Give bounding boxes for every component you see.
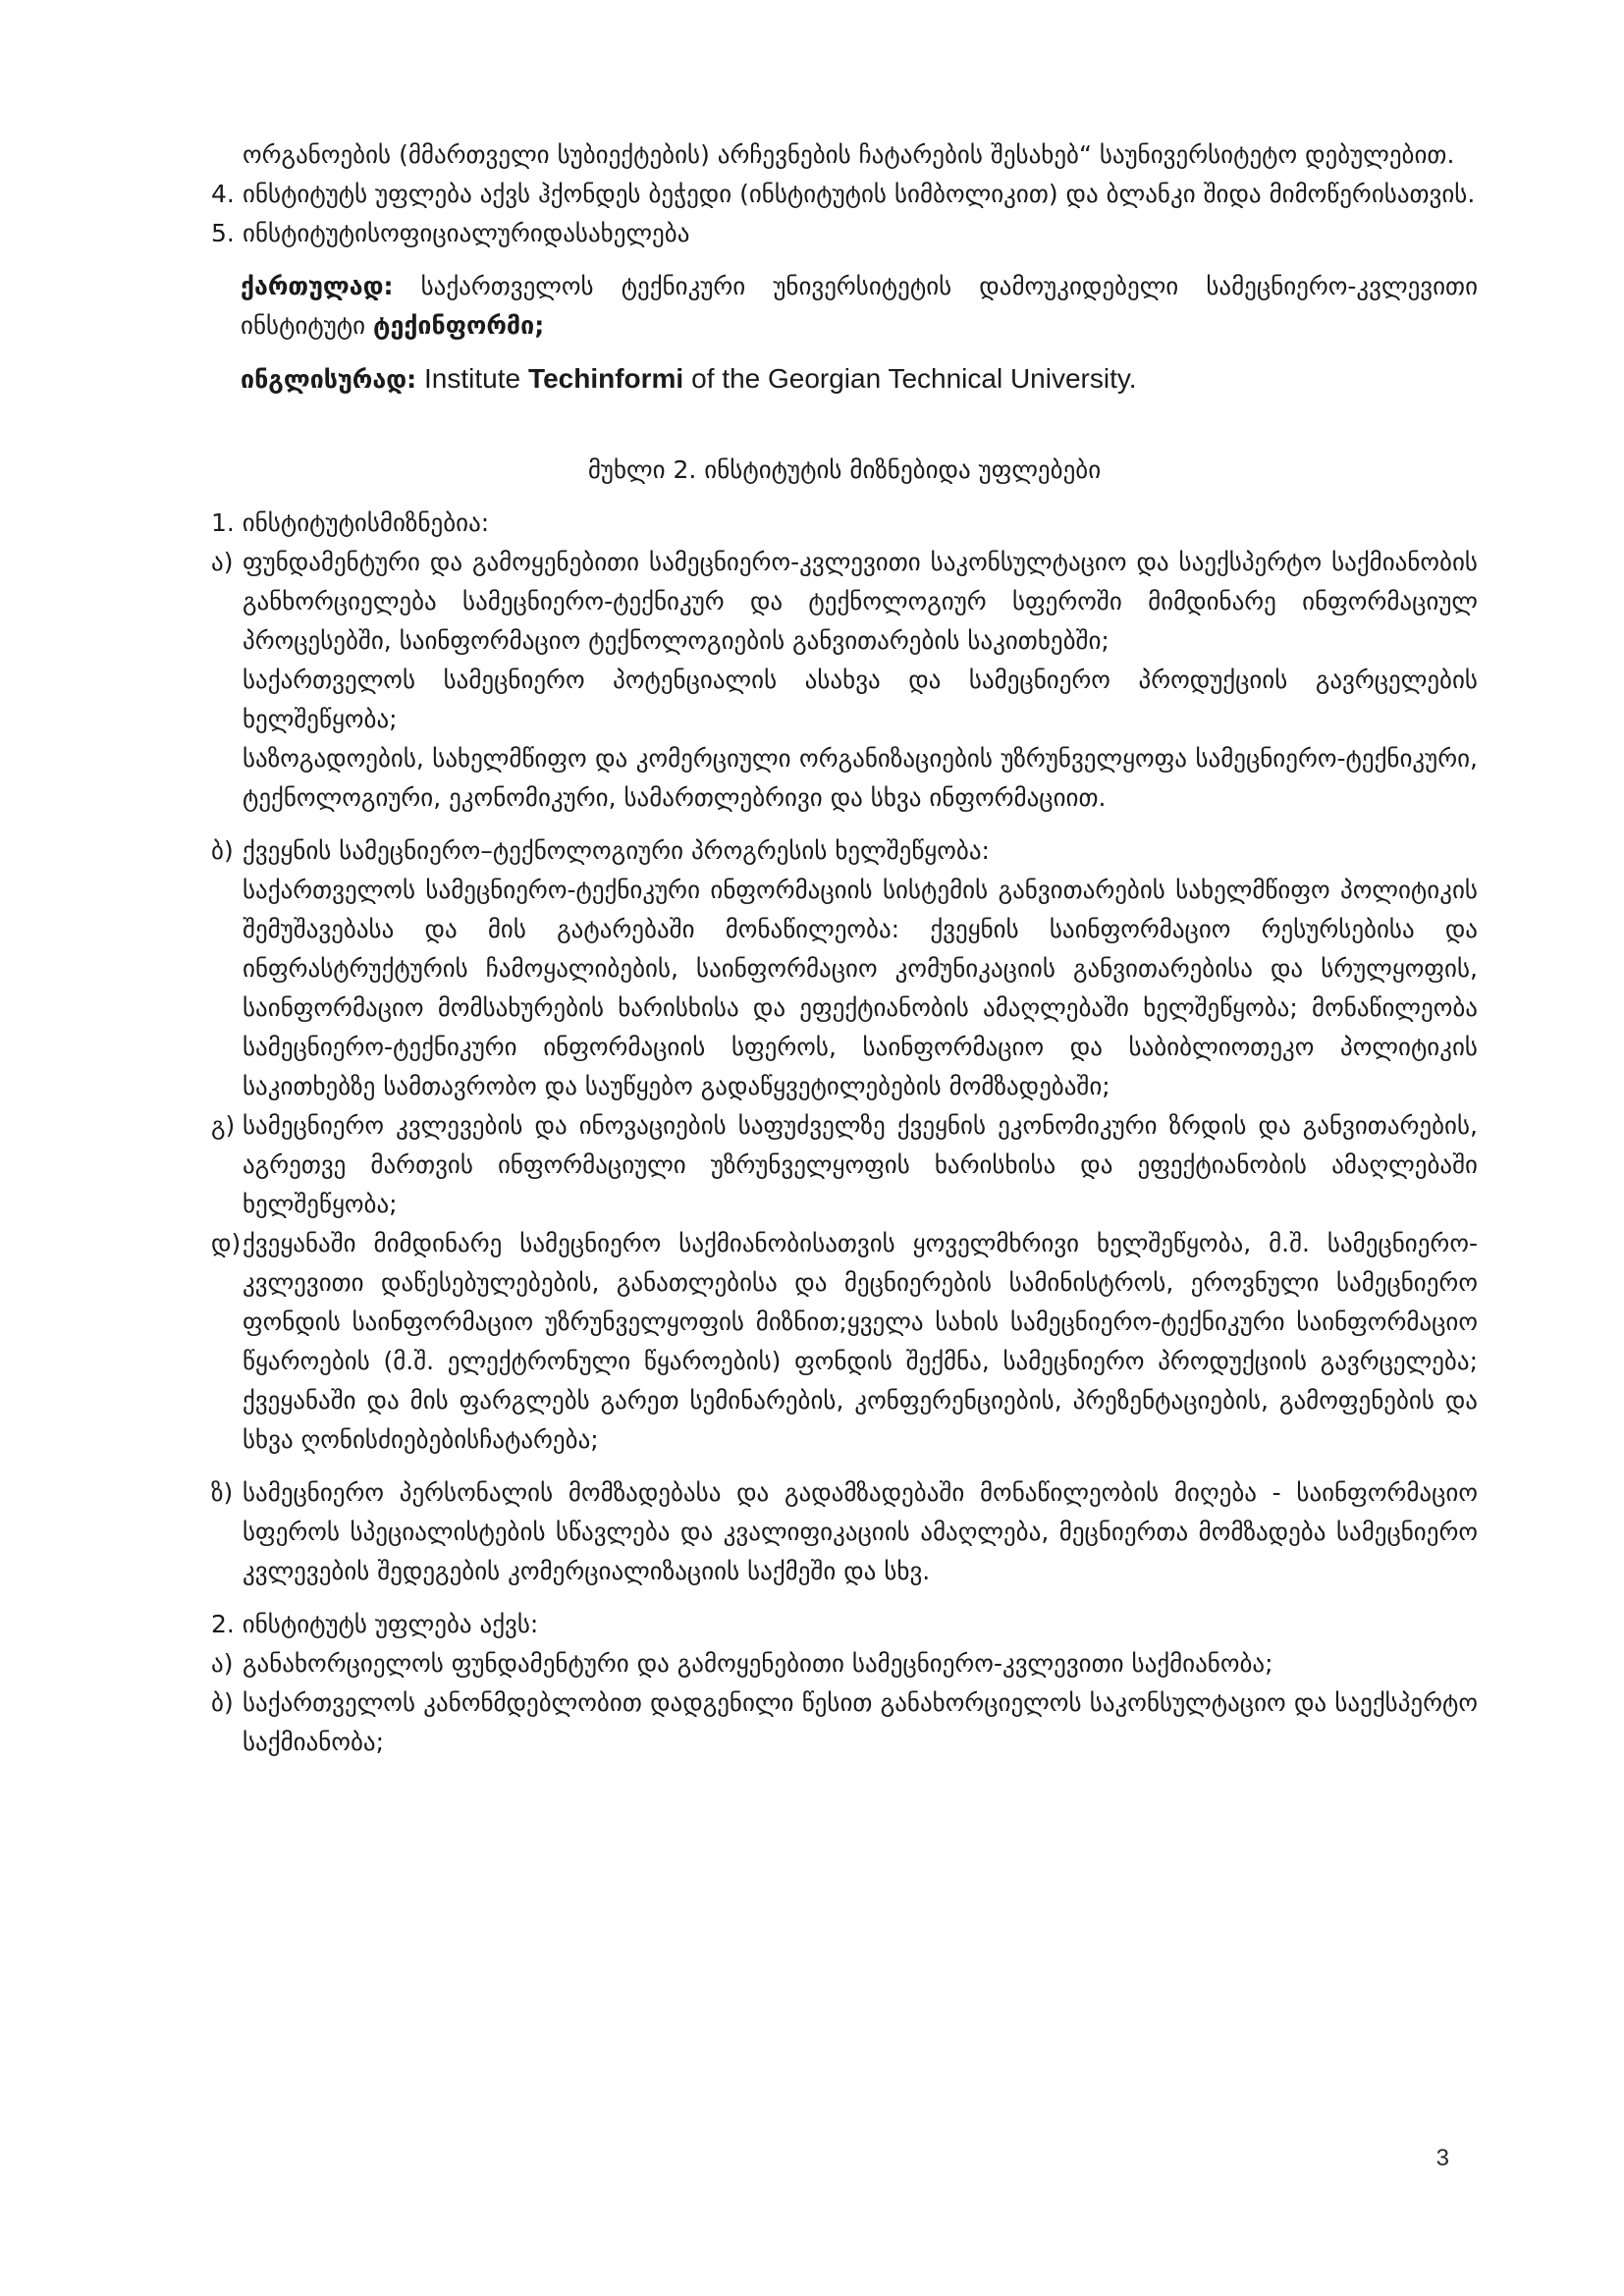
goal-marker: ზ) bbox=[211, 1478, 234, 1507]
goal-b bbox=[211, 831, 1478, 871]
goal-b-sub: საქართველოს სამეცნიერო-ტექნიკური ინფორმაციის სისტემის განვითარების სახელმწიფო პოლიტიკის შემუშავებასა და მის გატარებაში მონაწილეობა: ქვეყნის საინფორმაციო რესურსებისა და ინფრასტრუქტურის ჩამოყალიბების, საინფორმაციო კომუნიკაციის განვითარებისა და სრულყოფის, საინფორმაციო მომსახურების ხარისხისა და ეფექტიანობის ამაღლებაში ხელშეწყობა; მონაწილეობა სამეცნიერო-ტექნიკური ინფორმაციის სფეროს, საინფორმაციო და საბიბლიოთეკო პოლიტიკის საკითხებზე სამთავრობო და საუწყებო გადაწყვეტილებების მომზადებაში; bbox=[243, 876, 1478, 1100]
rights-intro: 2. ინსტიტუტს უფლება აქვს: bbox=[211, 1610, 539, 1638]
goal-marker: ბ) bbox=[211, 836, 234, 865]
right-b bbox=[211, 1683, 1478, 1762]
item-text: ინსტიტუტს უფლება აქვს ჰქონდეს ბეჭედი (ინსტიტუტის სიმბოლიკით) და ბლანკი შიდა მიმოწერისათვის. bbox=[243, 180, 1476, 208]
english-name-line bbox=[211, 359, 1478, 400]
goals-intro: 1. ინსტიტუტისმიზნებია: bbox=[211, 508, 490, 537]
document-body bbox=[211, 135, 1478, 1762]
item-text: ინსტიტუტისოფიციალურიდასახელება bbox=[243, 219, 690, 247]
georgian-name-line bbox=[211, 267, 1478, 346]
page-number: 3 bbox=[1435, 2145, 1449, 2171]
right-text: განახორციელოს ფუნდამენტური და გამოყენებითი სამეცნიერო-კვლევითი საქმიანობა; bbox=[243, 1649, 1273, 1678]
numbered-item-5 bbox=[211, 214, 1478, 253]
goal-a-sub-1: საქართველოს სამეცნიერო პოტენციალის ასახვა და სამეცნიერო პროდუქციის გავრცელების ხელშეწყობა; bbox=[243, 666, 1478, 733]
goal-text: ქვეყანაში მიმდინარე სამეცნიერო საქმიანობისათვის ყოველმხრივი ხელშეწყობა, მ.შ. სამეცნიერო-კვლევითი დაწესებულებების, განათლებისა და მეცნიერების სამინისტროს, ეროვნული სამეცნიერო ფონდის საინფორმაციო უზრუნველყოფის მიზნით;ყველა სახის სამეცნიერო-ტექნიკური საინფორმაციო წყაროების (მ.შ. ელექტრონული წყაროების) ფონდის შექმნა, სამეცნიერო პროდუქციის გავრცელება; ქვეყანაში და მის ფარგლებს გარეთ სემინარების, კონფერენციების, პრეზენტაციების, გამოფენების და სხვა ღონისძიებებისჩატარება; bbox=[243, 1229, 1478, 1454]
english-institute-name: Techinformi bbox=[528, 363, 684, 394]
english-label: ინგლისურად: bbox=[241, 365, 417, 394]
georgian-text: საქართველოს ტექნიკური უნივერსიტეტის დამოუკიდებელი სამეცნიერო-კვლევითი ინსტიტუტი bbox=[241, 272, 1479, 340]
right-a bbox=[211, 1644, 1478, 1683]
goal-g bbox=[211, 1106, 1478, 1224]
goal-text: სამეცნიერო კვლევების და ინოვაციების საფუძველზე ქვეყნის ეკონომიკური ზრდის და განვითარების, აგრეთვე მართვის ინფორმაციული უზრუნველყოფის ხარისხისა და ეფექტიანობის ამაღლებაში ხელშეწყობა; bbox=[243, 1111, 1478, 1218]
item-number: 5. bbox=[211, 219, 235, 247]
right-text: საქართველოს კანონმდებლობით დადგენილი წესით განახორციელოს საკონსულტაციო და საექსპერტო საქმიანობა; bbox=[243, 1688, 1478, 1756]
intro-paragraph: ორგანოების (მმართველი სუბიექტების) არჩევნების ჩატარების შესახებ“ საუნივერსიტეტო დებულებით. bbox=[243, 140, 1455, 169]
georgian-institute-name: ტექინფორმი; bbox=[373, 311, 545, 340]
goal-d bbox=[211, 1224, 1478, 1460]
goal-text: ქვეყნის სამეცნიერო–ტექნოლოგიური პროგრესის ხელშეწყობა: bbox=[243, 836, 990, 865]
goal-marker: დ) bbox=[211, 1229, 242, 1257]
goal-text: სამეცნიერო პერსონალის მომზადებასა და გადამზადებაში მონაწილეობის მიღება - საინფორმაციო სფეროს სპეციალისტების სწავლება და კვალიფიკაციის ამაღლება, მეცნიერთა მომზადება სამეცნიერო კვლევების შედეგების კომერციალიზაციის საქმეში და სხვ. bbox=[243, 1478, 1478, 1585]
goal-text: ფუნდამენტური და გამოყენებითი სამეცნიერო-კვლევითი საკონსულტაციო და საექსპერტო საქმიანობის განხორციელება სამეცნიერო-ტექნიკურ და ტექნოლოგიურ სფეროში მიმდინარე ინფორმაციულ პროცესებში, საინფორმაციო ტექნოლოგიების განვითარების საკითხებში; bbox=[243, 548, 1478, 655]
english-suffix: of the Georgian Technical University. bbox=[691, 363, 1137, 394]
goal-a-sub-2: საზოგადოების, სახელმწიფო და კომერციული ორგანიზაციების უზრუნველყოფა სამეცნიერო-ტექნიკური, ტექნოლოგიური, ეკონომიკური, სამართლებრივი და სხვა ინფორმაციით. bbox=[243, 744, 1478, 812]
goal-z bbox=[211, 1473, 1478, 1591]
item-number: 4. bbox=[211, 180, 235, 208]
article-heading: მუხლი 2. ინსტიტუტის მიზნებიდა უფლებები bbox=[587, 455, 1102, 484]
goal-a bbox=[211, 543, 1478, 661]
georgian-label: ქართულად: bbox=[241, 272, 394, 300]
english-prefix: Institute bbox=[424, 363, 521, 394]
numbered-item-4 bbox=[211, 175, 1478, 214]
goal-marker: ა) bbox=[211, 548, 234, 576]
right-marker: ა) bbox=[211, 1649, 234, 1678]
goal-marker: გ) bbox=[211, 1111, 236, 1140]
right-marker: ბ) bbox=[211, 1688, 234, 1717]
